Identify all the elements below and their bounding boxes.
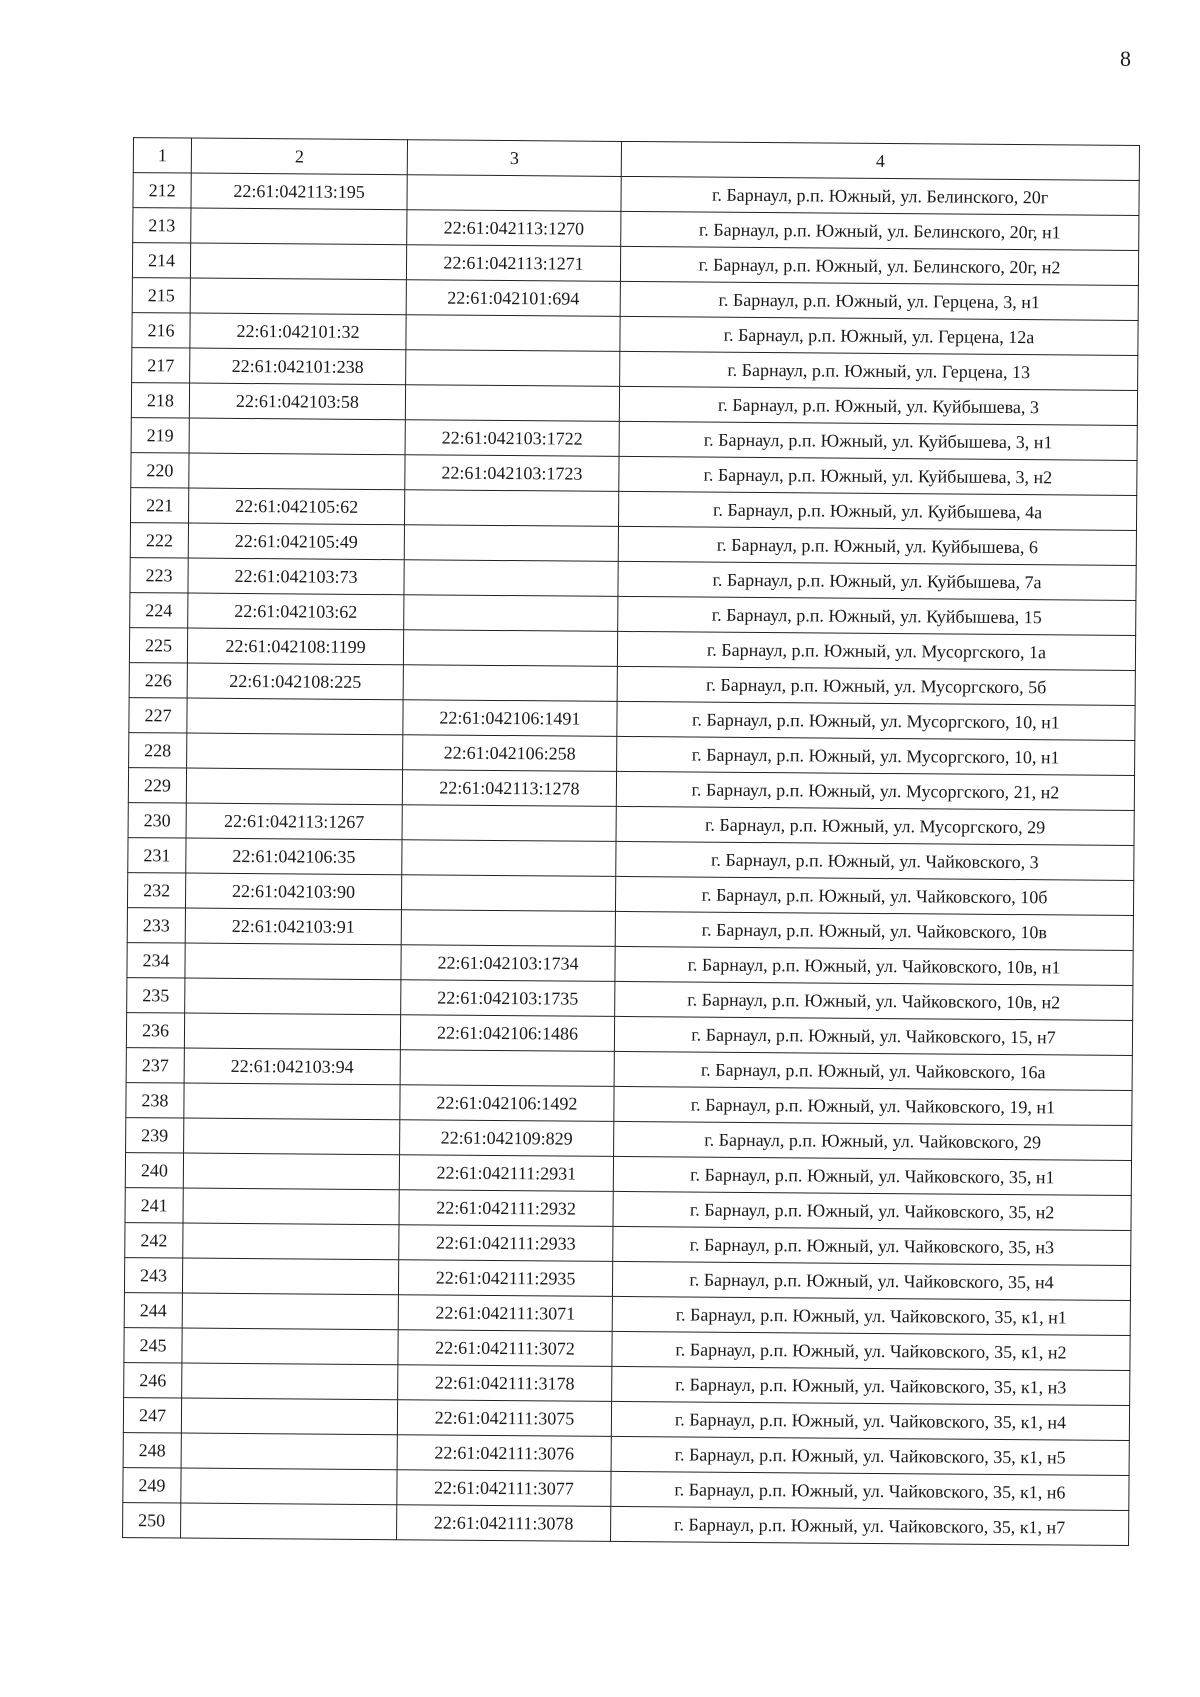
row-number-cell: 220 [131, 453, 189, 488]
address-cell: г. Барнаул, р.п. Южный, ул. Куйбышева, 3, н2 [619, 456, 1137, 495]
row-number-cell: 215 [132, 278, 190, 313]
building-cadastral-number-cell: 22:61:042109:829 [400, 1120, 614, 1157]
land-cadastral-number-cell [184, 1083, 400, 1120]
row-number-cell: 244 [124, 1293, 182, 1328]
row-number-cell: 227 [129, 698, 187, 733]
address-cell: г. Барнаул, р.п. Южный, ул. Белинского, 20г, н2 [620, 246, 1138, 285]
row-number-cell: 232 [127, 873, 185, 908]
land-cadastral-number-cell [181, 1433, 397, 1470]
row-number-cell: 226 [129, 663, 187, 698]
building-cadastral-number-cell: 22:61:042113:1271 [406, 245, 620, 282]
building-cadastral-number-cell: 22:61:042106:1486 [400, 1015, 614, 1052]
building-cadastral-number-cell: 22:61:042103:1723 [405, 455, 619, 492]
row-number-cell: 239 [126, 1118, 184, 1153]
column-header: 3 [407, 140, 621, 177]
land-cadastral-number-cell: 22:61:042113:1267 [186, 803, 402, 840]
address-cell: г. Барнаул, р.п. Южный, ул. Чайковского, 10в, н1 [615, 946, 1133, 985]
address-cell: г. Барнаул, р.п. Южный, ул. Мусоргского, 10, н1 [617, 736, 1135, 775]
land-cadastral-number-cell [182, 1328, 398, 1365]
row-number-cell: 216 [132, 313, 190, 348]
row-number-cell: 236 [126, 1013, 184, 1048]
row-number-cell: 242 [125, 1223, 183, 1258]
land-cadastral-number-cell [191, 208, 407, 245]
building-cadastral-number-cell [403, 630, 617, 667]
address-cell: г. Барнаул, р.п. Южный, ул. Куйбышева, 7а [618, 561, 1136, 600]
land-cadastral-number-cell [183, 1153, 399, 1190]
building-cadastral-number-cell [400, 1050, 614, 1087]
row-number-cell: 229 [128, 768, 186, 803]
address-cell: г. Барнаул, р.п. Южный, ул. Чайковского, 35, н2 [613, 1191, 1131, 1230]
row-number-cell: 243 [124, 1258, 182, 1293]
address-cell: г. Барнаул, р.п. Южный, ул. Куйбышева, 4а [618, 491, 1136, 530]
column-header: 4 [621, 141, 1139, 180]
address-cell: г. Барнаул, р.п. Южный, ул. Чайковского, 35, к1, н2 [612, 1331, 1130, 1370]
building-cadastral-number-cell: 22:61:042103:1722 [405, 420, 619, 457]
column-header: 2 [191, 138, 407, 175]
address-cell: г. Барнаул, р.п. Южный, ул. Куйбышева, 15 [618, 596, 1136, 635]
land-cadastral-number-cell: 22:61:042105:49 [188, 523, 404, 560]
address-cell: г. Барнаул, р.п. Южный, ул. Белинского, 20г, н1 [621, 211, 1139, 250]
building-cadastral-number-cell [404, 595, 618, 632]
address-cell: г. Барнаул, р.п. Южный, ул. Чайковского, 35, н1 [613, 1156, 1131, 1195]
row-number-cell: 246 [124, 1363, 182, 1398]
building-cadastral-number-cell [404, 525, 618, 562]
building-cadastral-number-cell: 22:61:042111:2935 [398, 1260, 612, 1297]
address-cell: г. Барнаул, р.п. Южный, ул. Куйбышева, 3 [619, 386, 1137, 425]
building-cadastral-number-cell [402, 805, 616, 842]
address-cell: г. Барнаул, р.п. Южный, ул. Чайковского, 35, к1, н3 [612, 1366, 1130, 1405]
land-cadastral-number-cell: 22:61:042113:195 [191, 173, 407, 210]
row-number-cell: 231 [128, 838, 186, 873]
address-cell: г. Барнаул, р.п. Южный, ул. Герцена, 12а [620, 316, 1138, 355]
building-cadastral-number-cell [401, 910, 615, 947]
row-number-cell: 217 [132, 348, 190, 383]
land-cadastral-number-cell [189, 418, 405, 455]
row-number-cell: 237 [126, 1048, 184, 1083]
land-cadastral-number-cell: 22:61:042103:90 [185, 873, 401, 910]
land-cadastral-number-cell [187, 733, 403, 770]
land-cadastral-number-cell [190, 278, 406, 315]
land-cadastral-number-cell [185, 978, 401, 1015]
building-cadastral-number-cell: 22:61:042111:2931 [399, 1155, 613, 1192]
land-cadastral-number-cell [183, 1223, 399, 1260]
address-cell: г. Барнаул, р.п. Южный, ул. Чайковского, 35, н4 [612, 1261, 1130, 1300]
row-number-cell: 214 [132, 243, 190, 278]
address-cell: г. Барнаул, р.п. Южный, ул. Мусоргского, 10, н1 [617, 701, 1135, 740]
address-cell: г. Барнаул, р.п. Южный, ул. Мусоргского, 5б [617, 666, 1135, 705]
land-cadastral-number-cell: 22:61:042108:1199 [187, 628, 403, 665]
land-cadastral-number-cell [183, 1188, 399, 1225]
table-container [122, 137, 1139, 1546]
column-header: 1 [133, 138, 191, 173]
land-cadastral-number-cell [181, 1503, 397, 1540]
land-cadastral-number-cell [186, 768, 402, 805]
row-number-cell: 224 [130, 593, 188, 628]
row-number-cell: 225 [129, 628, 187, 663]
building-cadastral-number-cell: 22:61:042111:3076 [397, 1435, 611, 1472]
address-cell: г. Барнаул, р.п. Южный, ул. Мусоргского, 29 [616, 806, 1134, 845]
building-cadastral-number-cell: 22:61:042106:258 [403, 735, 617, 772]
address-cell: г. Барнаул, р.п. Южный, ул. Чайковского, 10в, н2 [615, 981, 1133, 1020]
row-number-cell: 238 [126, 1083, 184, 1118]
land-cadastral-number-cell [181, 1398, 397, 1435]
address-cell: г. Барнаул, р.п. Южный, ул. Чайковского, 10в [615, 911, 1133, 950]
building-cadastral-number-cell: 22:61:042103:1734 [401, 945, 615, 982]
row-number-cell: 240 [125, 1153, 183, 1188]
building-cadastral-number-cell [404, 560, 618, 597]
building-cadastral-number-cell: 22:61:042111:2932 [399, 1190, 613, 1227]
row-number-cell: 218 [131, 383, 189, 418]
address-cell: г. Барнаул, р.п. Южный, ул. Чайковского, 35, к1, н7 [611, 1506, 1129, 1545]
building-cadastral-number-cell [402, 840, 616, 877]
address-cell: г. Барнаул, р.п. Южный, ул. Чайковского, 29 [614, 1121, 1132, 1160]
land-cadastral-number-cell: 22:61:042103:91 [185, 908, 401, 945]
land-cadastral-number-cell: 22:61:042101:238 [190, 348, 406, 385]
building-cadastral-number-cell [404, 490, 618, 527]
row-number-cell: 228 [129, 733, 187, 768]
land-cadastral-number-cell [182, 1258, 398, 1295]
row-number-cell: 245 [124, 1328, 182, 1363]
land-cadastral-number-cell: 22:61:042108:225 [187, 663, 403, 700]
land-cadastral-number-cell: 22:61:042103:58 [189, 383, 405, 420]
building-cadastral-number-cell: 22:61:042111:3075 [397, 1400, 611, 1437]
row-number-cell: 223 [130, 558, 188, 593]
land-cadastral-number-cell [182, 1363, 398, 1400]
building-cadastral-number-cell [406, 315, 620, 352]
land-cadastral-number-cell [189, 453, 405, 490]
row-number-cell: 247 [123, 1398, 181, 1433]
row-number-cell: 219 [131, 418, 189, 453]
address-cell: г. Барнаул, р.п. Южный, ул. Герцена, 3, н1 [620, 281, 1138, 320]
building-cadastral-number-cell: 22:61:042111:3178 [398, 1365, 612, 1402]
building-cadastral-number-cell [403, 665, 617, 702]
address-cell: г. Барнаул, р.п. Южный, ул. Чайковского, 16а [614, 1051, 1132, 1090]
row-number-cell: 212 [133, 173, 191, 208]
address-cell: г. Барнаул, р.п. Южный, ул. Чайковского, 3 [616, 841, 1134, 880]
address-cell: г. Барнаул, р.п. Южный, ул. Чайковского, 10б [615, 876, 1133, 915]
land-cadastral-number-cell: 22:61:042103:62 [188, 593, 404, 630]
row-number-cell: 249 [123, 1468, 181, 1503]
building-cadastral-number-cell: 22:61:042111:2933 [399, 1225, 613, 1262]
building-cadastral-number-cell: 22:61:042113:1278 [402, 770, 616, 807]
land-cadastral-number-cell [184, 1013, 400, 1050]
row-number-cell: 222 [130, 523, 188, 558]
row-number-cell: 241 [125, 1188, 183, 1223]
building-cadastral-number-cell [401, 875, 615, 912]
row-number-cell: 248 [123, 1433, 181, 1468]
land-cadastral-number-cell: 22:61:042103:73 [188, 558, 404, 595]
row-number-cell: 250 [123, 1503, 181, 1538]
land-cadastral-number-cell [185, 943, 401, 980]
building-cadastral-number-cell: 22:61:042106:1492 [400, 1085, 614, 1122]
building-cadastral-number-cell [406, 350, 620, 387]
building-cadastral-number-cell [405, 385, 619, 422]
land-cadastral-number-cell [181, 1468, 397, 1505]
address-cell: г. Барнаул, р.п. Южный, ул. Куйбышева, 3, н1 [619, 421, 1137, 460]
row-number-cell: 230 [128, 803, 186, 838]
building-cadastral-number-cell: 22:61:042111:3078 [397, 1505, 611, 1542]
land-cadastral-number-cell: 22:61:042106:35 [186, 838, 402, 875]
address-cell: г. Барнаул, р.п. Южный, ул. Герцена, 13 [620, 351, 1138, 390]
building-cadastral-number-cell: 22:61:042111:3077 [397, 1470, 611, 1507]
building-cadastral-number-cell: 22:61:042101:694 [406, 280, 620, 317]
land-cadastral-number-cell [182, 1293, 398, 1330]
building-cadastral-number-cell: 22:61:042103:1735 [401, 980, 615, 1017]
land-cadastral-number-cell [187, 698, 403, 735]
building-cadastral-number-cell: 22:61:042111:3072 [398, 1330, 612, 1367]
address-cell: г. Барнаул, р.п. Южный, ул. Чайковского, 35, к1, н5 [611, 1436, 1129, 1475]
land-cadastral-number-cell [190, 243, 406, 280]
row-number-cell: 221 [131, 488, 189, 523]
land-cadastral-number-cell: 22:61:042101:32 [190, 313, 406, 350]
address-cell: г. Барнаул, р.п. Южный, ул. Чайковского, 19, н1 [614, 1086, 1132, 1125]
address-cell: г. Барнаул, р.п. Южный, ул. Чайковского, 15, н7 [614, 1016, 1132, 1055]
address-cell: г. Барнаул, р.п. Южный, ул. Куйбышева, 6 [618, 526, 1136, 565]
page-number: 8 [1120, 46, 1131, 71]
building-cadastral-number-cell: 22:61:042111:3071 [398, 1295, 612, 1332]
row-number-cell: 233 [127, 908, 185, 943]
table-row [123, 1503, 1129, 1546]
property-table [122, 137, 1140, 1546]
address-cell: г. Барнаул, р.п. Южный, ул. Белинского, 20г [621, 176, 1139, 215]
address-cell: г. Барнаул, р.п. Южный, ул. Мусоргского, 21, н2 [616, 771, 1134, 810]
building-cadastral-number-cell: 22:61:042113:1270 [407, 210, 621, 247]
address-cell: г. Барнаул, р.п. Южный, ул. Чайковского, 35, н3 [613, 1226, 1131, 1265]
table-body [123, 173, 1140, 1546]
land-cadastral-number-cell: 22:61:042103:94 [184, 1048, 400, 1085]
address-cell: г. Барнаул, р.п. Южный, ул. Чайковского, 35, к1, н4 [611, 1401, 1129, 1440]
row-number-cell: 213 [133, 208, 191, 243]
building-cadastral-number-cell: 22:61:042106:1491 [403, 700, 617, 737]
land-cadastral-number-cell: 22:61:042105:62 [189, 488, 405, 525]
address-cell: г. Барнаул, р.п. Южный, ул. Чайковского, 35, к1, н6 [611, 1471, 1129, 1510]
address-cell: г. Барнаул, р.п. Южный, ул. Чайковского, 35, к1, н1 [612, 1296, 1130, 1335]
building-cadastral-number-cell [407, 175, 621, 212]
land-cadastral-number-cell [184, 1118, 400, 1155]
row-number-cell: 234 [127, 943, 185, 978]
address-cell: г. Барнаул, р.п. Южный, ул. Мусоргского, 1а [617, 631, 1135, 670]
row-number-cell: 235 [127, 978, 185, 1013]
